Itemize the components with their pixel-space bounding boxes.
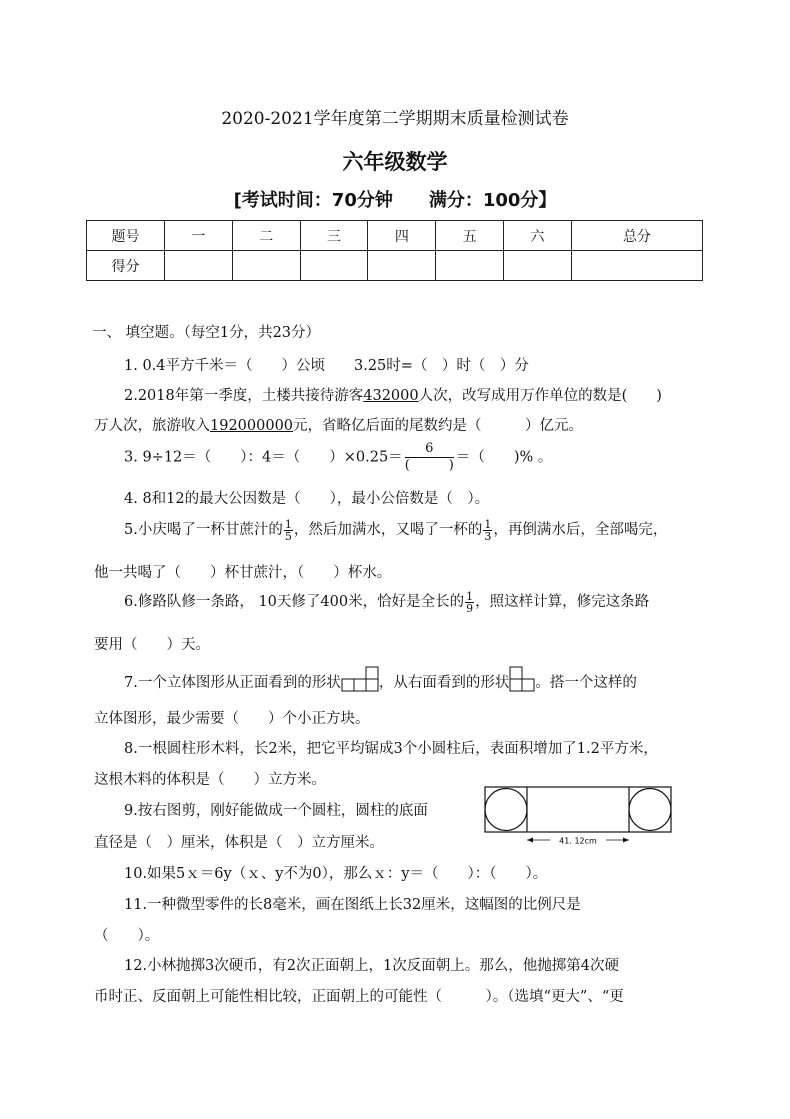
q2-number-underlined: 432000 (363, 388, 419, 404)
score-cell[interactable] (300, 251, 368, 281)
q7-text: ，从右面看到的形状 (378, 675, 510, 691)
q3-fraction (405, 441, 454, 474)
question-9-line-2: 直径是（ ）厘米，体积是（ ）立方厘米。 (94, 835, 384, 851)
question-11-line-1: 11.一种微型零件的长8毫米，画在图纸上长32厘米，这幅图的比例尺是 (124, 897, 581, 913)
question-1: 1. 0.4平方千米＝（ ）公顷 3.25时=（ ）时（ ）分 (124, 358, 529, 374)
question-6-line-1 (124, 590, 649, 614)
q2-number-underlined: 192000000 (210, 418, 294, 434)
fraction-denominator: 9 (466, 601, 474, 615)
q5-text: ，再倒满水后，全部喝完， (493, 522, 668, 538)
header-cell: 四 (368, 221, 436, 251)
dimension-label: 41. 12cm (559, 836, 597, 846)
header-cell: 题号 (87, 221, 165, 251)
q5-text: 5.小庆喝了一杯甘蔗汁的 (124, 522, 283, 538)
q7-text: 7.一个立体图形从正面看到的形状 (124, 675, 341, 691)
question-8-line-1: 8.一根圆柱形木料，长2米，把它平均锯成3个小圆柱后，表面积增加了1.2平方米， (124, 741, 658, 757)
question-3 (124, 441, 552, 474)
header-cell: 二 (232, 221, 300, 251)
question-5-line-1 (124, 518, 667, 542)
q2-text: 万人次，旅游收入 (94, 418, 210, 434)
score-table-score-row (87, 251, 703, 281)
fraction-numerator: 1 (484, 517, 492, 531)
header-cell: 五 (436, 221, 504, 251)
front-view-shape-icon (341, 664, 379, 692)
dimension-arrow-left (527, 838, 533, 843)
q5-fraction-1 (284, 519, 293, 542)
score-table (86, 220, 703, 281)
q7-text: 。搭一个这样的 (535, 675, 637, 691)
question-7-line-1 (124, 664, 637, 692)
question-5-line-2: 他一共喝了（ ）杯甘蔗汁，（ ）杯水。 (94, 565, 392, 581)
fraction-numerator: 6 (405, 441, 454, 458)
header-cell: 三 (300, 221, 368, 251)
question-10: 10.如果5ｘ＝6y（ｘ、y不为0），那么ｘ：y＝（ ）：（ ）。 (124, 866, 548, 882)
right-view-shape-icon (509, 664, 535, 692)
section-heading: 一、 填空题。（每空1分，共23分） (92, 325, 321, 341)
dimension-arrow-right (623, 838, 629, 843)
score-cell[interactable] (165, 251, 233, 281)
score-table-header-row (87, 221, 703, 251)
fraction-numerator: 1 (284, 517, 292, 531)
score-cell[interactable] (571, 251, 702, 281)
question-12-line-2: 币时正、反面朝上可能性相比较，正面朝上的可能性（ ）。（选填“更大”、“更 (94, 989, 624, 1005)
cylinder-net-diagram (484, 786, 674, 850)
circle-base-right (629, 789, 671, 831)
header-cell: 六 (504, 221, 572, 251)
q3-text: 3. 9÷12＝（ ）：4＝（ ）×0.25＝ (124, 449, 403, 466)
header-cell: 一 (165, 221, 233, 251)
q3-text: ＝（ )% 。 (455, 449, 553, 466)
exam-title: 2020-2021学年度第二学期期末质量检测试卷 (221, 109, 569, 129)
question-2-line-2 (94, 414, 583, 435)
circle-base-left (485, 789, 527, 831)
fraction-denominator: ( ) (404, 458, 454, 473)
q6-text: 6.修路队修一条路， 10天修了400米，恰好是全长的 (124, 594, 465, 610)
question-6-line-2: 要用（ ）天。 (94, 637, 210, 653)
header-cell: 总分 (571, 221, 702, 251)
q5-text: ，然后加满水，又喝了一杯的 (293, 522, 483, 538)
exam-info: [考试时间：70分钟 满分：100分】 (233, 190, 557, 211)
score-cell[interactable] (504, 251, 572, 281)
q6-text: ，照这样计算，修完这条路 (475, 594, 650, 610)
subject-title: 六年级数学 (342, 149, 448, 174)
row-label: 得分 (87, 251, 165, 281)
fraction-denominator: 5 (284, 529, 292, 543)
question-4: 4. 8和12的最大公因数是（ ），最小公倍数是（ ）。 (124, 491, 490, 507)
fraction-numerator: 1 (466, 589, 474, 603)
q2-text: 人次，改写成用万作单位的数是( ) (418, 388, 662, 404)
net-outline (485, 787, 671, 832)
question-9-line-1: 9.按右图剪，刚好能做成一个圆柱，圆柱的底面 (124, 803, 428, 819)
question-8-line-2: 这根木料的体积是（ ）立方米。 (94, 772, 326, 788)
question-7-line-2: 立体图形，最少需要（ ）个小正方块。 (94, 711, 370, 727)
q5-fraction-2 (483, 519, 492, 542)
q2-text: 2.2018年第一季度，土楼共接待游客 (124, 388, 364, 404)
question-11-line-2: （ ）。 (94, 928, 160, 944)
fraction-denominator: 3 (484, 529, 492, 543)
question-2-line-1 (124, 384, 662, 405)
question-12-line-1: 12.小林抛掷3次硬币，有2次正面朝上，1次反面朝上。那么，他抛掷第4次硬 (124, 958, 619, 974)
score-cell[interactable] (368, 251, 436, 281)
q6-fraction (465, 591, 474, 614)
q2-text: 元，省略亿后面的尾数约是（ ）亿元。 (293, 418, 584, 434)
score-cell[interactable] (436, 251, 504, 281)
score-cell[interactable] (232, 251, 300, 281)
